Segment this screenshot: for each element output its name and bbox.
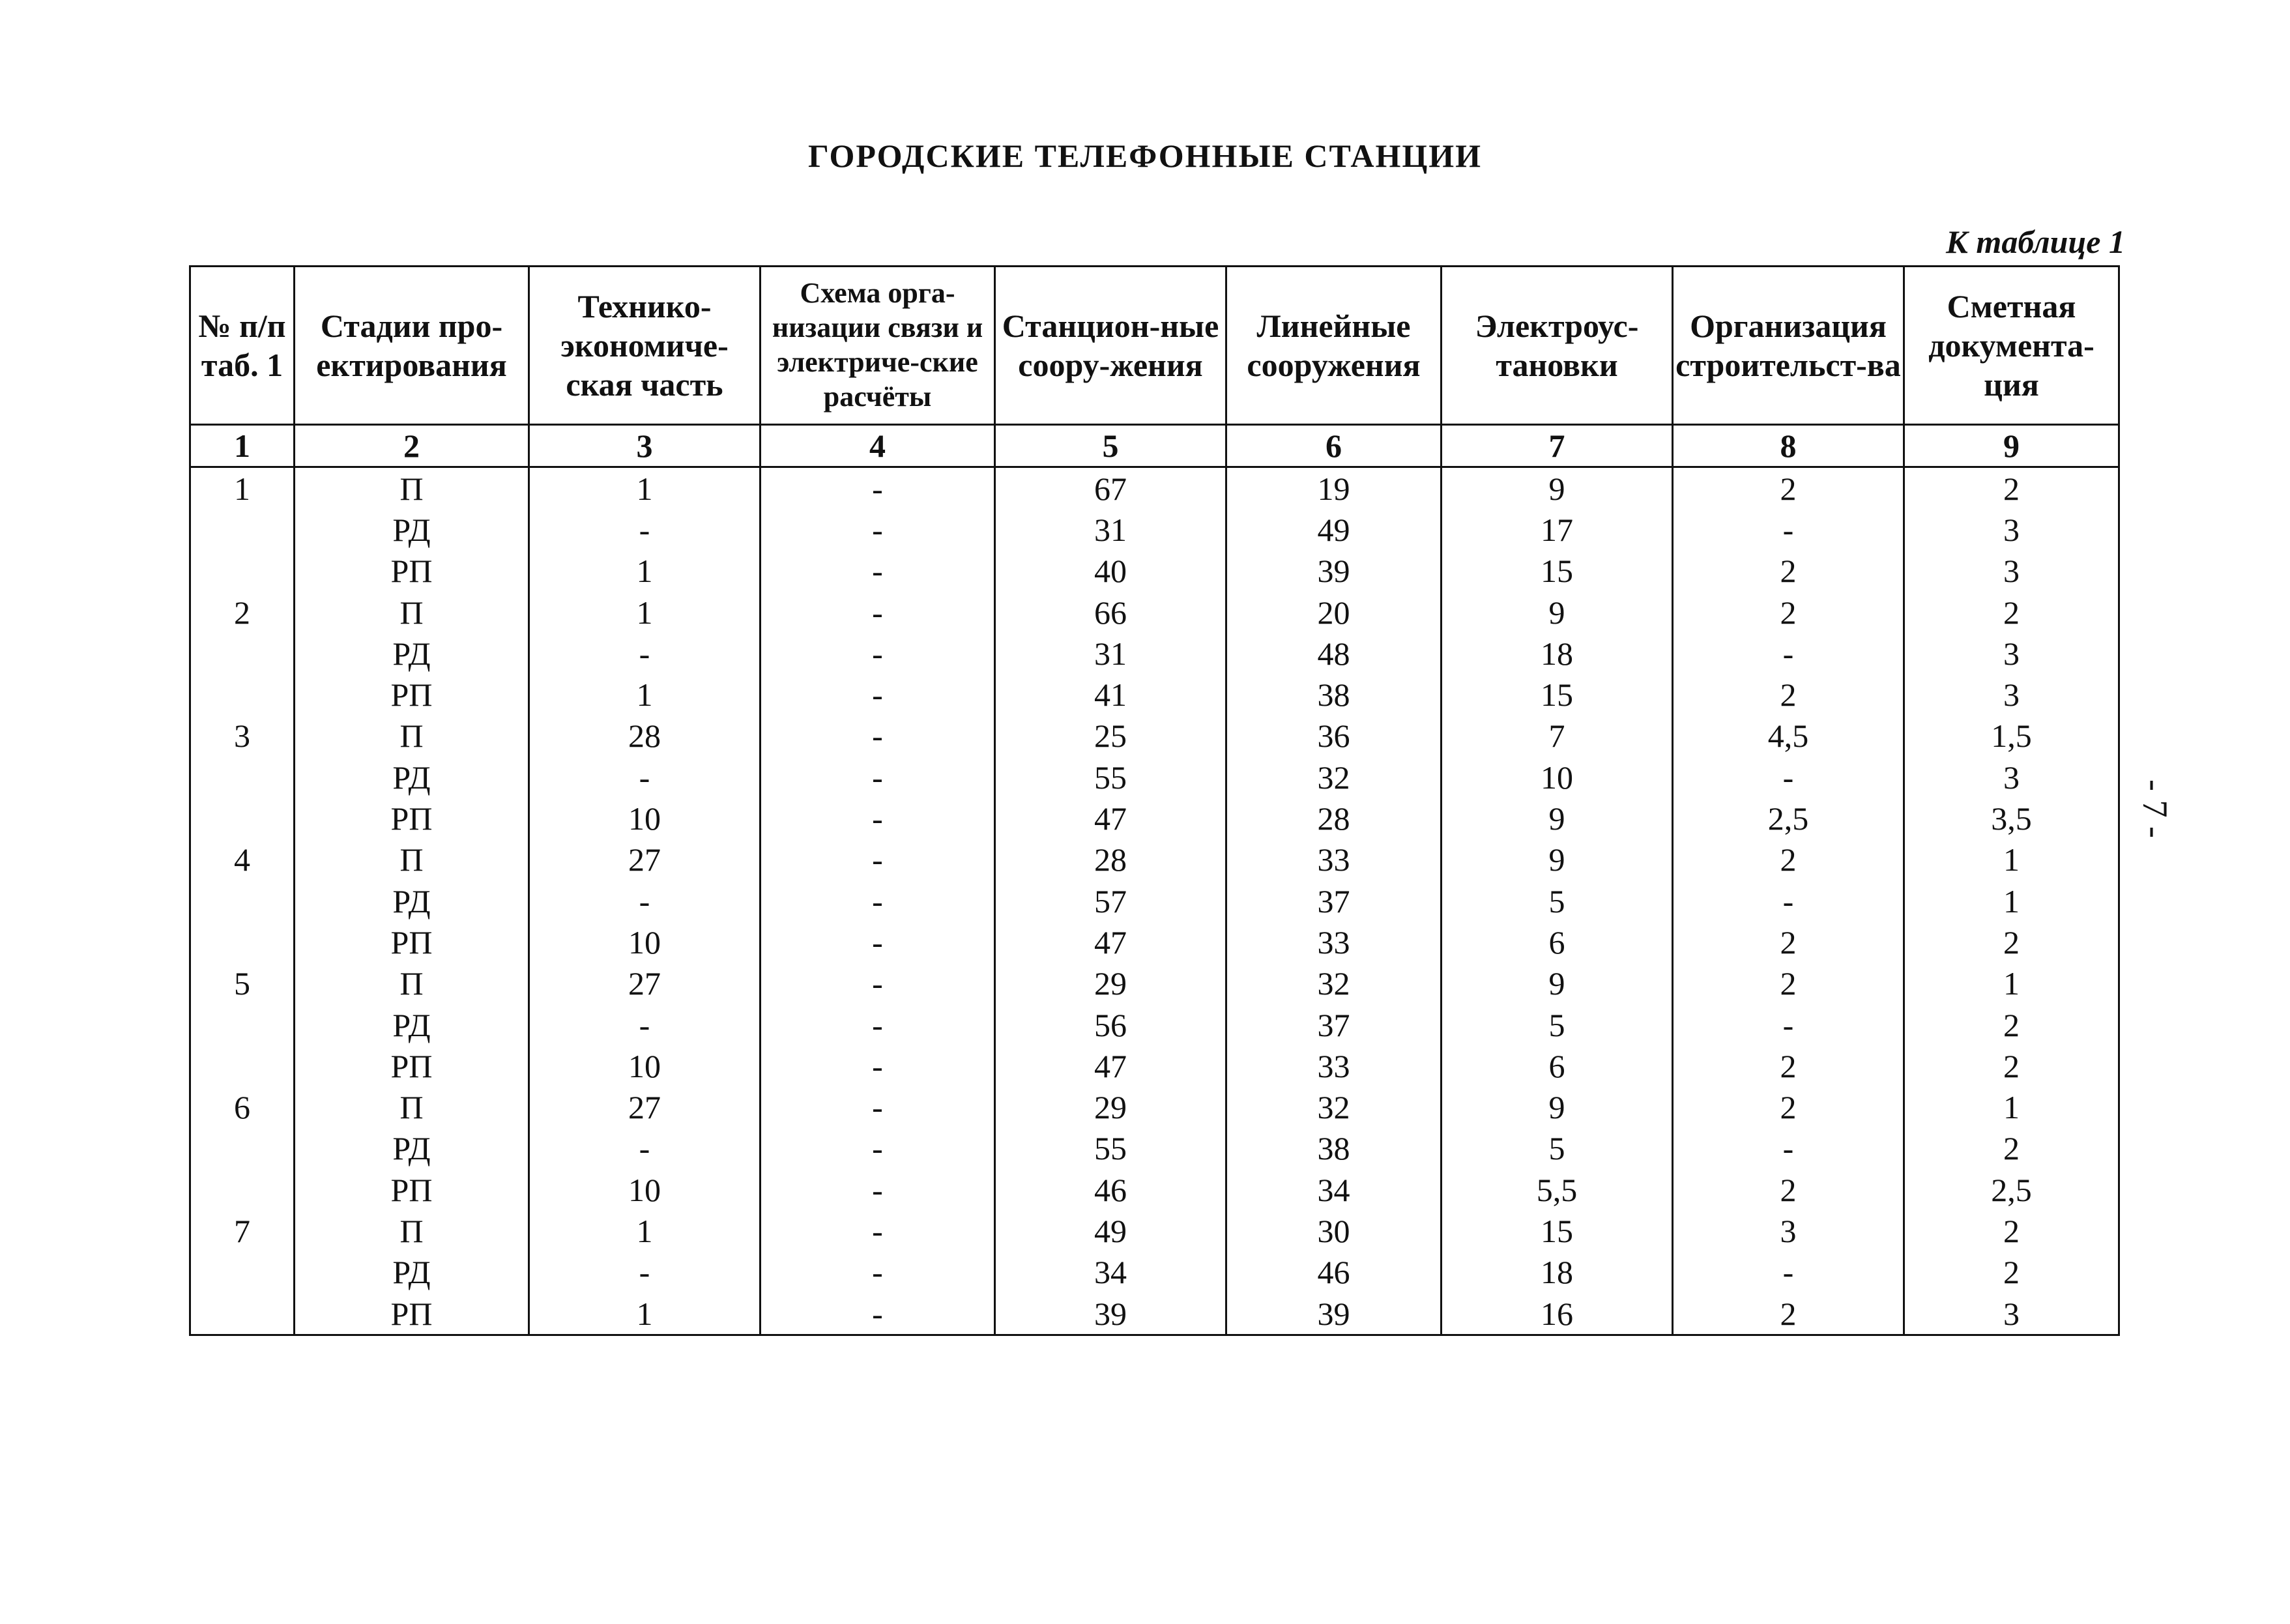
table-cell	[190, 633, 295, 674]
table-cell: 2	[1904, 1004, 2119, 1045]
table-row	[190, 551, 2119, 592]
column-header: Технико-экономиче-ская часть	[529, 267, 761, 425]
table-cell: 33	[1226, 921, 1442, 963]
table-cell: 39	[1226, 1293, 1442, 1335]
column-header: Сметная документа-ция	[1904, 267, 2119, 425]
table-cell: 49	[995, 1210, 1226, 1251]
table-cell: РД	[295, 1128, 529, 1169]
column-header: Стадии про-ектирования	[295, 267, 529, 425]
table-cell: -	[761, 467, 995, 510]
table-cell: 6	[1442, 1045, 1673, 1086]
table-cell: 31	[995, 633, 1226, 674]
table-cell: 10	[529, 1045, 761, 1086]
table-cell: -	[761, 1004, 995, 1045]
table-cell: 38	[1226, 1128, 1442, 1169]
table-row	[190, 633, 2119, 674]
table-cell: 9	[1442, 963, 1673, 1004]
table-cell: -	[761, 798, 995, 839]
table-cell	[190, 757, 295, 798]
table-cell: 5	[1442, 1004, 1673, 1045]
table-cell: 3	[190, 716, 295, 757]
table-cell: 28	[995, 839, 1226, 880]
table-cell: -	[761, 921, 995, 963]
table-cell: 1	[529, 551, 761, 592]
table-row	[190, 1045, 2119, 1086]
table-cell: -	[1673, 1252, 1904, 1293]
table-row	[190, 1210, 2119, 1251]
table-cell: -	[761, 509, 995, 550]
table-cell: -	[761, 1128, 995, 1169]
table-cell: 66	[995, 592, 1226, 633]
table-cell: 2	[1673, 1293, 1904, 1335]
table-cell: -	[761, 1293, 995, 1335]
table-cell: 9	[1442, 1086, 1673, 1127]
table-cell	[190, 509, 295, 550]
table-cell: 3	[1904, 633, 2119, 674]
table-reference: К таблице 1	[1946, 224, 2125, 260]
table-cell: 2	[1673, 467, 1904, 510]
page-title: ГОРОДСКИЕ ТЕЛЕФОННЫЕ СТАНЦИИ	[807, 138, 1483, 174]
table-cell: 49	[1226, 509, 1442, 550]
table-cell: -	[761, 880, 995, 921]
table-cell: 2,5	[1673, 798, 1904, 839]
table-body	[190, 467, 2119, 1335]
table-cell: 56	[995, 1004, 1226, 1045]
table-cell: 32	[1226, 1086, 1442, 1127]
table-cell: 6	[190, 1086, 295, 1127]
table-cell: 1	[1904, 963, 2119, 1004]
data-table	[189, 265, 2120, 1336]
table-cell: -	[761, 592, 995, 633]
table-row	[190, 1293, 2119, 1335]
table-cell: 2	[1904, 1128, 2119, 1169]
table-cell: 29	[995, 1086, 1226, 1127]
table-cell: 55	[995, 757, 1226, 798]
table-cell: 3	[1904, 1293, 2119, 1335]
table-cell: 1	[529, 467, 761, 510]
table-cell: 16	[1442, 1293, 1673, 1335]
table-cell: 47	[995, 798, 1226, 839]
table-cell: -	[1673, 757, 1904, 798]
column-header: Организация строительст-ва	[1673, 267, 1904, 425]
table-cell: -	[761, 1086, 995, 1127]
table-cell: 2	[1673, 551, 1904, 592]
table-cell	[190, 1128, 295, 1169]
table-row	[190, 798, 2119, 839]
table-cell: 55	[995, 1128, 1226, 1169]
table-cell: 27	[529, 1086, 761, 1127]
table-row	[190, 1169, 2119, 1210]
table-cell: 15	[1442, 674, 1673, 715]
table-row	[190, 509, 2119, 550]
table-cell: 2	[1904, 1210, 2119, 1251]
column-header: Схема орга-низации связи и электриче-ские расчёты	[761, 267, 995, 425]
table-cell: 3	[1904, 757, 2119, 798]
table-cell: 2	[1673, 839, 1904, 880]
table-cell: 3	[1904, 509, 2119, 550]
column-header: Станцион-ные соору-жения	[995, 267, 1226, 425]
table-cell	[190, 1293, 295, 1335]
column-number: 7	[1442, 425, 1673, 467]
table-cell: -	[761, 1210, 995, 1251]
table-row	[190, 880, 2119, 921]
table-row	[190, 467, 2119, 510]
table-cell	[190, 1252, 295, 1293]
table-cell: 9	[1442, 839, 1673, 880]
table-cell: РП	[295, 674, 529, 715]
column-number: 3	[529, 425, 761, 467]
table-cell: 19	[1226, 467, 1442, 510]
table-cell: 30	[1226, 1210, 1442, 1251]
table-cell: 39	[1226, 551, 1442, 592]
table-cell: П	[295, 839, 529, 880]
table-cell: -	[529, 757, 761, 798]
column-header: № п/п таб. 1	[190, 267, 295, 425]
table-row	[190, 921, 2119, 963]
table-cell	[190, 551, 295, 592]
table-cell: 2	[1673, 1086, 1904, 1127]
table-cell: 1	[1904, 1086, 2119, 1127]
table-cell: РД	[295, 1252, 529, 1293]
table-cell: 2,5	[1904, 1169, 2119, 1210]
table-cell: 9	[1442, 592, 1673, 633]
table-cell: 41	[995, 674, 1226, 715]
table-cell: 33	[1226, 1045, 1442, 1086]
table-cell: 10	[529, 921, 761, 963]
table-cell: 47	[995, 1045, 1226, 1086]
table-cell: -	[761, 963, 995, 1004]
table-cell: 7	[190, 1210, 295, 1251]
table-cell: 2	[1673, 1045, 1904, 1086]
table-cell: РП	[295, 1045, 529, 1086]
table-cell: -	[529, 633, 761, 674]
table-cell	[190, 1004, 295, 1045]
table-cell: 5	[190, 963, 295, 1004]
table-cell: 1	[529, 592, 761, 633]
table-cell: 18	[1442, 633, 1673, 674]
column-header: Линейные сооружения	[1226, 267, 1442, 425]
table-cell: 1	[1904, 839, 2119, 880]
table-row	[190, 716, 2119, 757]
table-cell: РД	[295, 509, 529, 550]
column-number-row	[190, 425, 2119, 467]
table-cell: 27	[529, 963, 761, 1004]
table-cell: 15	[1442, 1210, 1673, 1251]
table-cell: -	[761, 1045, 995, 1086]
table-cell: 1	[1904, 880, 2119, 921]
table-cell: 20	[1226, 592, 1442, 633]
table-cell: 57	[995, 880, 1226, 921]
table-cell: -	[1673, 880, 1904, 921]
table-row	[190, 674, 2119, 715]
table-cell: 5,5	[1442, 1169, 1673, 1210]
table-cell: П	[295, 716, 529, 757]
table-cell: 38	[1226, 674, 1442, 715]
table-cell: -	[529, 1004, 761, 1045]
table-cell: 32	[1226, 963, 1442, 1004]
table-cell: 34	[995, 1252, 1226, 1293]
table-cell: 32	[1226, 757, 1442, 798]
table-cell: 6	[1442, 921, 1673, 963]
table-row	[190, 757, 2119, 798]
table-cell: 7	[1442, 716, 1673, 757]
table-cell: 2	[1673, 921, 1904, 963]
table-cell: 2	[1673, 1169, 1904, 1210]
table-cell	[190, 880, 295, 921]
table-cell: 48	[1226, 633, 1442, 674]
column-header: Электроус-тановки	[1442, 267, 1673, 425]
table-cell: 39	[995, 1293, 1226, 1335]
table-cell	[190, 1169, 295, 1210]
table-cell: РД	[295, 633, 529, 674]
table-cell: 10	[1442, 757, 1673, 798]
table-cell: РП	[295, 551, 529, 592]
table-cell	[190, 674, 295, 715]
column-number: 2	[295, 425, 529, 467]
table-cell: 9	[1442, 798, 1673, 839]
table-cell: РД	[295, 757, 529, 798]
table-cell: РД	[295, 880, 529, 921]
table-cell: 17	[1442, 509, 1673, 550]
table-row	[190, 1128, 2119, 1169]
table-cell: 2	[1673, 963, 1904, 1004]
table-cell: РП	[295, 1293, 529, 1335]
table-cell: П	[295, 592, 529, 633]
column-number: 1	[190, 425, 295, 467]
table-cell: 1	[529, 674, 761, 715]
table-cell: РП	[295, 921, 529, 963]
table-cell: -	[761, 1169, 995, 1210]
table-cell: 34	[1226, 1169, 1442, 1210]
table-cell: 67	[995, 467, 1226, 510]
table-cell: -	[761, 674, 995, 715]
table-cell: 15	[1442, 551, 1673, 592]
table-cell: -	[761, 716, 995, 757]
table-cell: 37	[1226, 880, 1442, 921]
table-cell: 3	[1673, 1210, 1904, 1251]
table-cell: 46	[1226, 1252, 1442, 1293]
table-row	[190, 1252, 2119, 1293]
table-cell: 4	[190, 839, 295, 880]
table-cell: П	[295, 1210, 529, 1251]
table-cell: РП	[295, 798, 529, 839]
table-cell: 29	[995, 963, 1226, 1004]
table-cell: -	[529, 880, 761, 921]
table-cell: -	[1673, 1004, 1904, 1045]
table-row	[190, 1086, 2119, 1127]
table-cell	[190, 798, 295, 839]
table-cell: 2	[1673, 592, 1904, 633]
table-cell: 9	[1442, 467, 1673, 510]
table-cell: 3	[1904, 674, 2119, 715]
table-cell: -	[761, 633, 995, 674]
table-cell: -	[529, 1252, 761, 1293]
table-cell: П	[295, 1086, 529, 1127]
table-cell: 31	[995, 509, 1226, 550]
table-cell: 1	[529, 1293, 761, 1335]
table-cell: 2	[1904, 467, 2119, 510]
table-row	[190, 1004, 2119, 1045]
table-cell: П	[295, 467, 529, 510]
table-cell: -	[1673, 633, 1904, 674]
table-cell: П	[295, 963, 529, 1004]
table-cell: 1,5	[1904, 716, 2119, 757]
column-number: 8	[1673, 425, 1904, 467]
table-cell: 3	[1904, 551, 2119, 592]
table-cell: -	[1673, 1128, 1904, 1169]
table-cell: 36	[1226, 716, 1442, 757]
table-cell: РД	[295, 1004, 529, 1045]
header-row	[190, 267, 2119, 425]
table-row	[190, 963, 2119, 1004]
table-cell: 5	[1442, 1128, 1673, 1169]
table-cell: 1	[529, 1210, 761, 1251]
table-cell: 2	[1904, 1045, 2119, 1086]
table-cell: РП	[295, 1169, 529, 1210]
page-number: - 7 -	[2135, 779, 2175, 838]
table-cell: 40	[995, 551, 1226, 592]
table-cell: 10	[529, 1169, 761, 1210]
table-cell: 2	[1904, 921, 2119, 963]
table-cell: -	[761, 757, 995, 798]
table-cell: 2	[1904, 1252, 2119, 1293]
table-cell: 1	[190, 467, 295, 510]
table-cell: 5	[1442, 880, 1673, 921]
table-cell	[190, 921, 295, 963]
table-cell	[190, 1045, 295, 1086]
table-row	[190, 592, 2119, 633]
table-cell: 28	[1226, 798, 1442, 839]
table-cell: 2	[1673, 674, 1904, 715]
column-number: 6	[1226, 425, 1442, 467]
table-cell: 28	[529, 716, 761, 757]
table-cell: 2	[190, 592, 295, 633]
table-cell: 2	[1904, 592, 2119, 633]
table-cell: -	[761, 839, 995, 880]
column-number: 5	[995, 425, 1226, 467]
table-cell: -	[761, 1252, 995, 1293]
table-cell: 4,5	[1673, 716, 1904, 757]
table-cell: 18	[1442, 1252, 1673, 1293]
table-cell: -	[761, 551, 995, 592]
column-number: 9	[1904, 425, 2119, 467]
table-cell: 37	[1226, 1004, 1442, 1045]
column-number: 4	[761, 425, 995, 467]
table-cell: -	[1673, 509, 1904, 550]
table-row	[190, 839, 2119, 880]
table-cell: 46	[995, 1169, 1226, 1210]
table-cell: 25	[995, 716, 1226, 757]
table-cell: -	[529, 1128, 761, 1169]
table-cell: 3,5	[1904, 798, 2119, 839]
table-cell: -	[529, 509, 761, 550]
table-cell: 10	[529, 798, 761, 839]
table-cell: 33	[1226, 839, 1442, 880]
table-cell: 27	[529, 839, 761, 880]
table-cell: 47	[995, 921, 1226, 963]
